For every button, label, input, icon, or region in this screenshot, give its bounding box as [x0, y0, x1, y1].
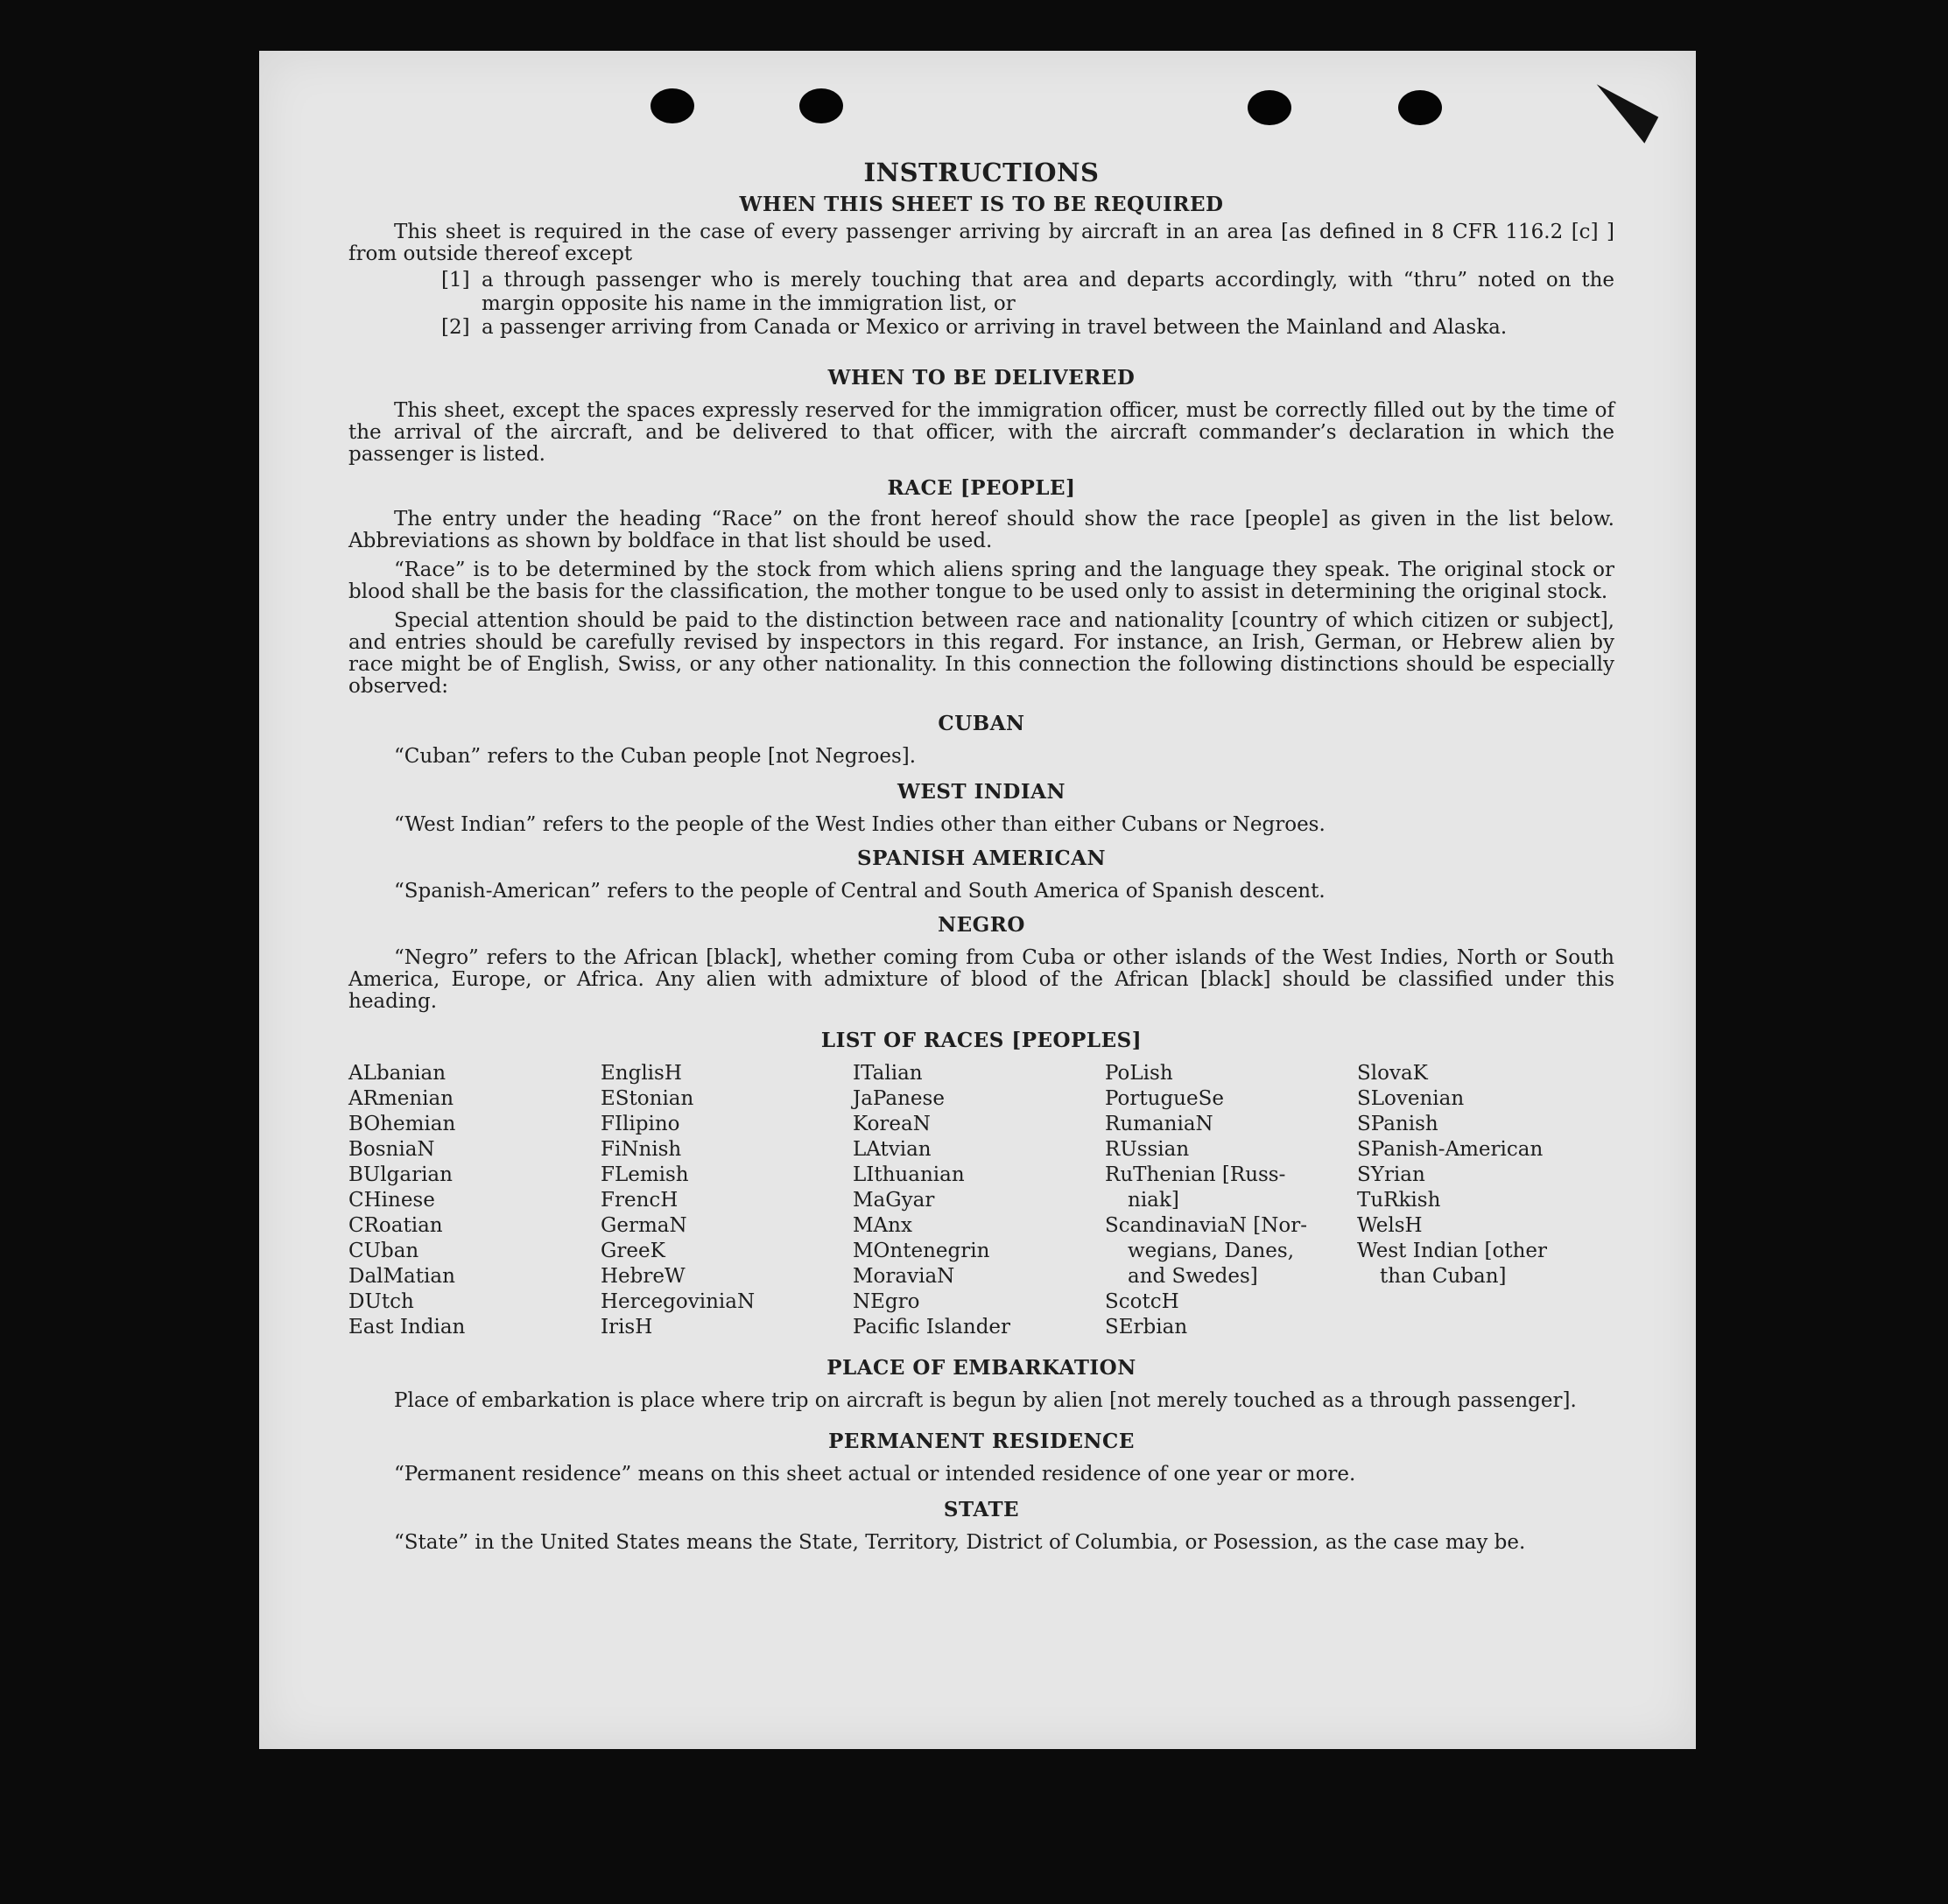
section-heading-race: RACE [PEOPLE]	[887, 476, 1076, 500]
race-entry: KoreaN	[853, 1113, 931, 1135]
document-page	[259, 51, 1696, 1749]
list-item	[441, 316, 1614, 340]
race-entry: wegians, Danes,	[1128, 1240, 1295, 1262]
race-entry: PoLish	[1105, 1062, 1173, 1085]
embarkation-text: Place of embarkation is place where trip on aircraft is begun by alien [not merely touched as a through passenger].	[394, 1389, 1577, 1412]
race-entry: BUlgarian	[348, 1163, 453, 1186]
race-entry: and Swedes]	[1128, 1265, 1258, 1288]
cuban-text: “Cuban” refers to the Cuban people [not Negroes].	[394, 745, 917, 768]
race-entry: CRoatian	[348, 1214, 443, 1237]
race-entry: GreeK	[601, 1240, 665, 1262]
page-title: INSTRUCTIONS	[863, 158, 1100, 187]
list-item-text: a through passenger who is merely touching that area and departs accordingly, with “thru” noted on the margin opposite his name in the immigration list, or	[482, 269, 1614, 315]
race-entry: SPanish	[1357, 1113, 1438, 1135]
races-column	[853, 1061, 1105, 1340]
race-entry: MoraviaN	[853, 1265, 955, 1288]
delivered-text: This sheet, except the spaces expressly reserved for the immigration officer, must be correctly filled out by the time of the arrival of the aircraft, and be delivered to that officer, with the aircraft commander’s declaration in which the passenger is listed.	[348, 399, 1614, 466]
race-entry: MaGyar	[853, 1189, 935, 1212]
race-entry: DalMatian	[348, 1265, 455, 1288]
state-text: “State” in the United States means the State, Territory, District of Columbia, or Posession, as the case may be.	[394, 1531, 1526, 1554]
race-entry: SErbian	[1105, 1316, 1188, 1338]
list-item	[441, 269, 1614, 316]
races-list	[348, 1061, 1614, 1340]
punch-hole	[651, 88, 694, 123]
race-entry: SlovaK	[1357, 1062, 1428, 1085]
race-entry: SYrian	[1357, 1163, 1425, 1186]
race-entry: than Cuban]	[1380, 1265, 1507, 1288]
race-entry: ARmenian	[348, 1087, 454, 1110]
required-intro: This sheet is required in the case of every passenger arriving by aircraft in an area [as defined in 8 CFR 116.2 [c] ] from outside thereof except	[348, 221, 1614, 265]
races-column	[1357, 1061, 1614, 1340]
race-entry: RumaniaN	[1105, 1113, 1213, 1135]
list-item-text: a passenger arriving from Canada or Mexico or arriving in travel between the Mainland and Alaska.	[482, 316, 1508, 339]
race-entry: CUban	[348, 1240, 419, 1262]
race-paragraph-2: “Race” is to be determined by the stock from which aliens spring and the language they speak. The original stock or blood shall be the basis for the classification, the mother tongue to be used only to assist in determining the original stock.	[348, 559, 1614, 603]
race-entry: EnglisH	[601, 1062, 682, 1085]
race-entry: FLemish	[601, 1163, 689, 1186]
race-entry: GermaN	[601, 1214, 687, 1237]
race-entry: DUtch	[348, 1290, 414, 1313]
race-paragraph-1: The entry under the heading “Race” on the front hereof should show the race [people] as given in the list below. Abbreviations as shown by boldface in that list should be used.	[348, 508, 1614, 552]
race-entry: RUssian	[1105, 1138, 1190, 1161]
races-column	[601, 1061, 853, 1340]
race-entry: JaPanese	[853, 1087, 945, 1110]
race-paragraph-3: Special attention should be paid to the distinction between race and nationality [country of which citizen or subject], and entries should be carefully revised by inspectors in this regard. For instance, an Irish, German, or Hebrew alien by race might be of English, Swiss, or any other nationality. In this connection the following distinctions should be especially observed:	[348, 609, 1614, 698]
section-heading-west-indian: WEST INDIAN	[897, 780, 1065, 804]
race-entry: TuRkish	[1357, 1189, 1441, 1212]
section-heading-state: STATE	[943, 1498, 1020, 1521]
section-heading-required: WHEN THIS SHEET IS TO BE REQUIRED	[739, 193, 1224, 216]
punch-hole	[799, 88, 843, 123]
race-entry: MAnx	[853, 1214, 912, 1237]
section-heading-residence: PERMANENT RESIDENCE	[828, 1430, 1135, 1453]
residence-text: “Permanent residence” means on this sheet actual or intended residence of one year or more.	[394, 1463, 1356, 1486]
race-entry: FrencH	[601, 1189, 679, 1212]
race-entry: LAtvian	[853, 1138, 932, 1161]
west-indian-text: “West Indian” refers to the people of the West Indies other than either Cubans or Negroes.	[394, 813, 1326, 836]
race-entry: East Indian	[348, 1316, 466, 1338]
race-entry: Pacific Islander	[853, 1316, 1011, 1338]
section-heading-negro: NEGRO	[938, 913, 1025, 937]
race-entry: PortugueSe	[1105, 1087, 1224, 1110]
race-entry: FiNnish	[601, 1138, 682, 1161]
race-entry: IrisH	[601, 1316, 653, 1338]
race-entry: FIlipino	[601, 1113, 680, 1135]
race-entry: ScandinaviaN [Nor-	[1105, 1214, 1307, 1237]
list-item-number: [1]	[441, 269, 470, 292]
race-entry: BosniaN	[348, 1138, 435, 1161]
race-entry: HebreW	[601, 1265, 686, 1288]
race-entry: RuThenian [Russ-	[1105, 1163, 1286, 1186]
section-heading-cuban: CUBAN	[938, 712, 1025, 735]
races-column	[348, 1061, 601, 1340]
race-entry: HercegoviniaN	[601, 1290, 756, 1313]
race-entry: West Indian [other	[1357, 1240, 1548, 1262]
race-entry: WelsH	[1357, 1214, 1423, 1237]
punch-hole	[1248, 90, 1291, 125]
race-entry: MOntenegrin	[853, 1240, 990, 1262]
race-entry: SLovenian	[1357, 1087, 1465, 1110]
race-entry: ScotcH	[1105, 1290, 1179, 1313]
race-entry: CHinese	[348, 1189, 435, 1212]
race-entry: LIthuanian	[853, 1163, 965, 1186]
negro-text: “Negro” refers to the African [black], whether coming from Cuba or other islands of the West Indies, North or South America, Europe, or Africa. Any alien with admixture of blood of the African [black] should be classified under this heading.	[348, 946, 1614, 1013]
instructions-content	[348, 158, 1614, 1554]
section-heading-delivered: WHEN TO BE DELIVERED	[827, 366, 1136, 390]
race-entry: BOhemian	[348, 1113, 456, 1135]
section-heading-embarkation: PLACE OF EMBARKATION	[826, 1356, 1136, 1380]
race-entry: NEgro	[853, 1290, 920, 1313]
races-column	[1105, 1061, 1357, 1340]
race-entry: EStonian	[601, 1087, 694, 1110]
race-entry: SPanish-American	[1357, 1138, 1544, 1161]
list-item-number: [2]	[441, 316, 470, 339]
race-entry: niak]	[1128, 1189, 1179, 1212]
race-entry: ITalian	[853, 1062, 923, 1085]
section-heading-spanish-american: SPANISH AMERICAN	[856, 847, 1107, 870]
section-heading-races-list: LIST OF RACES [PEOPLES]	[820, 1029, 1143, 1052]
spanish-american-text: “Spanish-American” refers to the people of Central and South America of Spanish descent.	[394, 880, 1326, 903]
punch-hole	[1398, 90, 1442, 125]
corner-clip-mark	[1583, 84, 1659, 144]
race-entry: ALbanian	[348, 1062, 447, 1085]
